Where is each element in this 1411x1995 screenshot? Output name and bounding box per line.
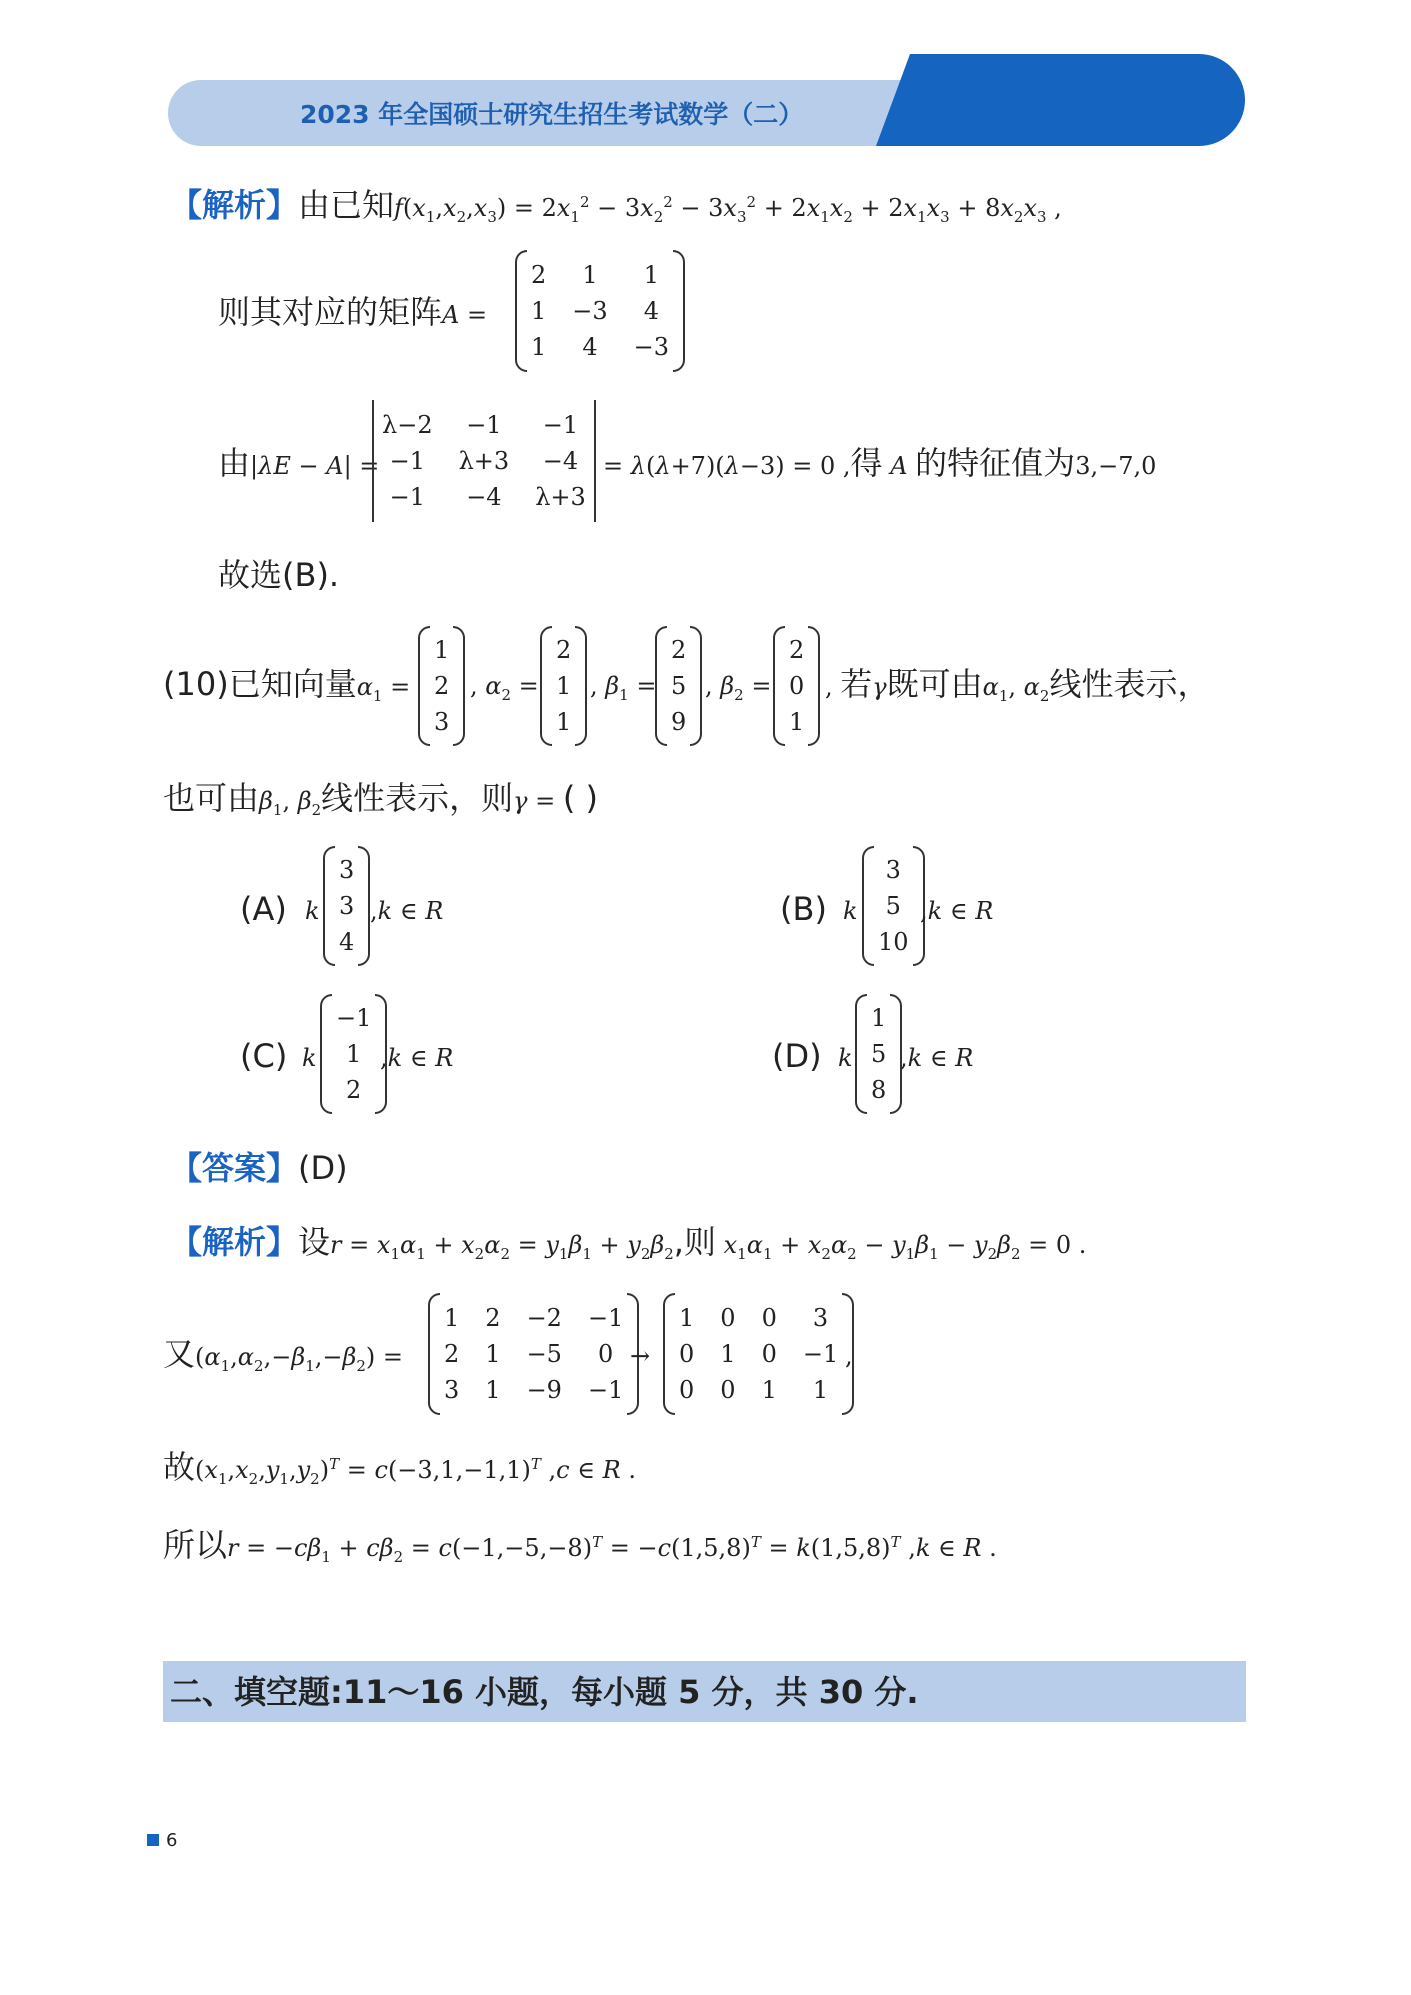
- vector-beta1: 2 5 9: [655, 626, 702, 746]
- page-marker-icon: [147, 1834, 159, 1846]
- option-B-domain: ,k ∈ R: [920, 897, 994, 925]
- solution-line3: 故$(x_1,x_2,y_1,y_2)^T = c(-3,1,-1,1)^T$ ,c ∈ R .: [163, 1448, 636, 1488]
- option-C-label[interactable]: (C): [240, 1037, 288, 1075]
- det-matrix: λ−2 −1 −1 −1 λ+3 −4 −1 −4 λ+3: [372, 400, 596, 522]
- answer-value: (D): [298, 1149, 348, 1187]
- solution-line2-prefix: 又$(\alpha_1,\alpha_2,-\beta_1,-\beta_2)$ =: [163, 1335, 404, 1375]
- q9-conclusion: 故选(B).: [218, 556, 340, 594]
- q10-stem-line1: (10)已知向量$\alpha_1$ =: [163, 665, 411, 705]
- option-C-k: k: [302, 1044, 317, 1072]
- q10-stem-line1-tail: , 若γ既可由$\alpha_1$, $\alpha_2$线性表示，: [825, 665, 1210, 705]
- option-B-vector: 3 5 10: [862, 846, 925, 966]
- option-D-vector: 1 5 8: [855, 994, 902, 1114]
- q9-analysis-line1: 【解析】由已知$f(x_1,x_2,x_3) = 2x_1^2 - 3x_2^2 - 3x_3^2 + 2x_1x_2 + 2x_1x_3 + 8x_2x_3$ ,: [170, 186, 1062, 226]
- option-B-k: k: [843, 897, 858, 925]
- q10-stem-line2: 也可由$\beta_1$, $\beta_2$线性表示，则γ = ( ): [163, 779, 598, 819]
- q9-det-line-prefix: 由|λE − A| =: [218, 444, 380, 482]
- beta2-label: , $\beta_2$ =: [705, 672, 772, 704]
- header-title: 2023 年全国硕士研究生招生考试数学（二）: [300, 100, 804, 129]
- alpha2-label: , $\alpha_2$ =: [470, 672, 539, 704]
- vector-alpha1: 1 2 3: [418, 626, 465, 746]
- beta1-label: , $\beta_1$ =: [590, 672, 657, 704]
- option-B-label[interactable]: (B): [780, 890, 827, 928]
- option-D-domain: ,k ∈ R: [900, 1044, 974, 1072]
- section-title: 二、填空题:11～16 小题，每小题 5 分，共 30 分.: [170, 1673, 919, 1711]
- vector-beta2: 2 0 1: [773, 626, 820, 746]
- matrix-A: 2 1 1 1 −3 4 1 4 −3: [515, 250, 685, 372]
- comma: ,: [845, 1342, 853, 1370]
- solution-line1: 【解析】设$r = x_1\alpha_1 + x_2\alpha_2 = y_1\beta_1 + y_2\beta_2$,则 $x_1\alpha_1 + x_2\alpha_2 - y_1\beta_1 - y_2\beta_2 = 0$ .: [170, 1223, 1087, 1263]
- q9-det-line-suffix: = λ(λ+7)(λ−3) = 0 ,得 A 的特征值为3,−7,0: [603, 444, 1157, 482]
- option-C-domain: ,k ∈ R: [380, 1044, 454, 1072]
- answer-label: 【答案】: [170, 1149, 299, 1187]
- header-band-dark: [876, 54, 1245, 146]
- answer-line: [170, 1148, 348, 1188]
- answer-blank: ( ): [562, 779, 598, 817]
- rref-matrix: 1 0 0 3 0 1 0 −1 0 0 1 1: [663, 1293, 854, 1415]
- option-D-label[interactable]: (D): [772, 1037, 822, 1075]
- q9-matrix-line: 则其对应的矩阵A =: [218, 293, 488, 331]
- page-number: 6: [166, 1830, 178, 1851]
- option-C-vector: −1 1 2: [320, 994, 387, 1114]
- question-number: (10): [163, 665, 229, 703]
- option-A-label[interactable]: (A): [240, 890, 287, 928]
- augmented-matrix: 1 2 −2 −1 2 1 −5 0 3 1 −9 −1: [428, 1293, 639, 1415]
- option-A-vector: 3 3 4: [323, 846, 370, 966]
- option-A-k: k: [305, 897, 320, 925]
- solution-label: 【解析】: [170, 1223, 299, 1261]
- option-D-k: k: [838, 1044, 853, 1072]
- option-A-domain: ,k ∈ R: [370, 897, 444, 925]
- analysis-label: 【解析】: [170, 186, 299, 224]
- solution-line4: 所以$r = -c\beta_1 + c\beta_2 = c(-1,-5,-8)^T = -c(1,5,8)^T = k(1,5,8)^T$ ,k ∈ R .: [163, 1526, 997, 1566]
- vector-alpha2: 2 1 1: [540, 626, 587, 746]
- arrow: →: [630, 1342, 651, 1370]
